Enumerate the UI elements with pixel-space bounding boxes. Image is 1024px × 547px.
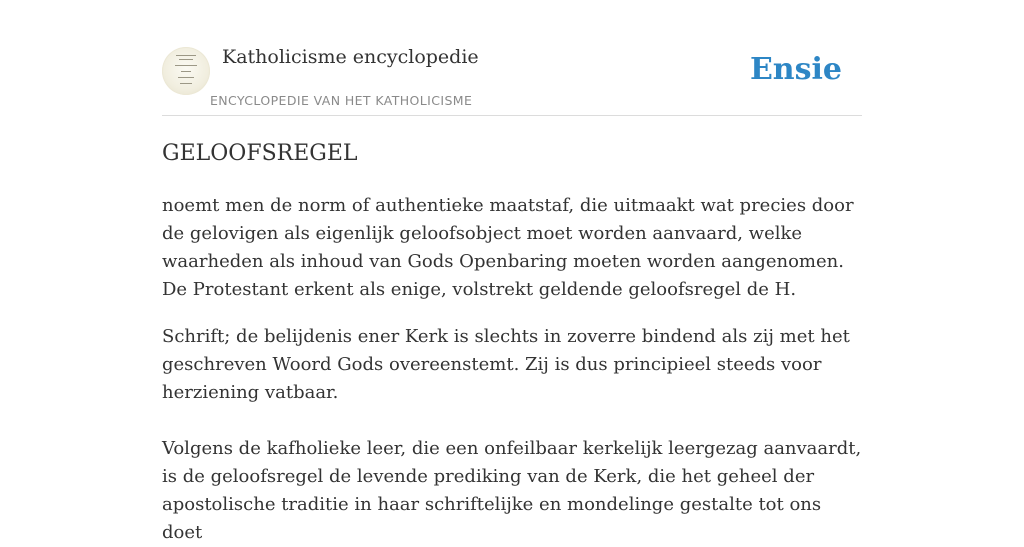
article-paragraph: Volgens de kafholieke leer, die een onfeilbaar kerkelijk leergezag aanvaardt, is de geloofsregel de levende prediking van de Kerk, die het geheel der apostolische traditie in haar schriftelijke en mondelinge gestalte tot ons doet [162,438,862,543]
brand-logo[interactable]: Ensie [749,52,842,87]
article-body [162,138,862,547]
encyclopedia-subtitle: ENCYCLOPEDIE VAN HET KATHOLICISME [210,93,473,108]
entry-title: GELOOFSREGEL [162,141,358,166]
article-paragraph: noemt men de norm of authentieke maatstaf, die uitmaakt wat precies door de gelovigen als eigenlijk geloofsobject moet worden aanvaard, welke waarheden als inhoud van Gods Openbaring moeten worden aangenomen. De Protestant erkent als enige, volstrekt geldende geloofsregel de H. [162,195,854,300]
encyclopedia-title[interactable]: Katholicisme encyclopedie [222,46,479,68]
article-paragraph: Schrift; de belijdenis ener Kerk is slechts in zoverre bindend als zij met het geschreven Woord Gods overeenstemt. Zij is dus principieel steeds voor herziening vatbaar. [162,326,850,403]
encyclopedia-cover-avatar[interactable] [162,47,210,95]
page-header [162,40,862,116]
